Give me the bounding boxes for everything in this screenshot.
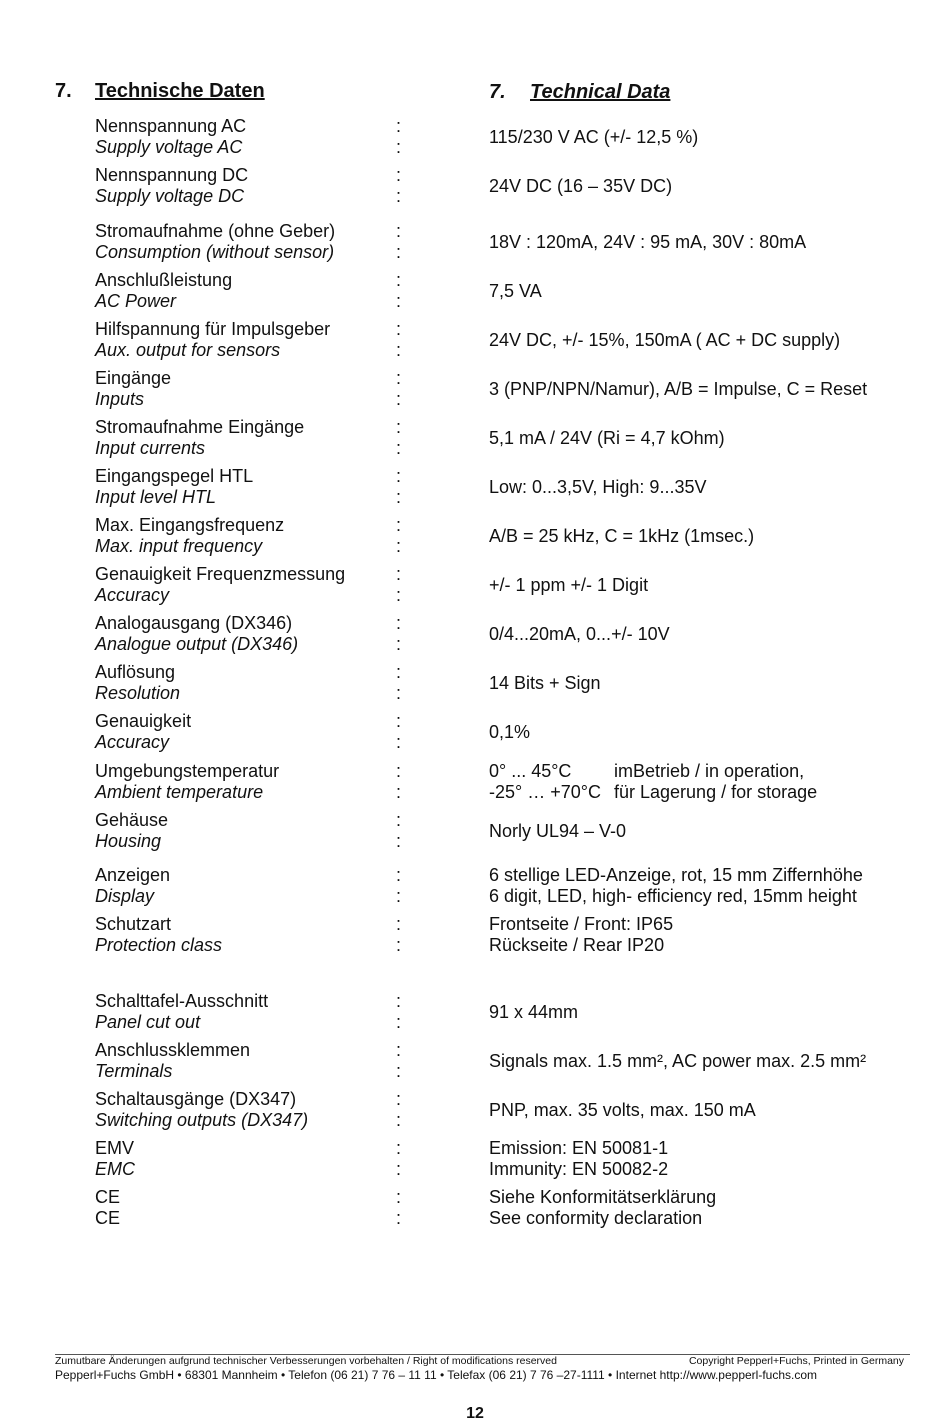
spec-value-line1: Siehe Konformitätserklärung <box>489 1187 717 1207</box>
spec-label-de: Stromaufnahme Eingänge <box>95 417 305 437</box>
spec-label-de: Schalttafel-Ausschnitt <box>95 991 269 1011</box>
spec-value: Norly UL94 – V-0 <box>489 821 627 841</box>
spec-label-de: Schutzart <box>95 914 172 934</box>
spec-value: Low: 0...3,5V, High: 9...35V <box>489 477 707 497</box>
spec-label-de: Schaltausgänge (DX347) <box>95 1089 297 1109</box>
spec-label-de: Hilfspannung für Impulsgeber <box>95 319 331 339</box>
footer-copyright: Copyright Pepperl+Fuchs, Printed in Germany <box>688 1355 904 1367</box>
spec-value: 115/230 V AC (+/- 12,5 %) <box>489 127 699 147</box>
spec-label-en: Supply voltage DC <box>95 186 245 206</box>
spec-value: +/- 1 ppm +/- 1 Digit <box>489 575 649 595</box>
spec-label-en: EMC <box>95 1159 135 1179</box>
spec-label-en: Input level HTL <box>95 487 217 507</box>
heading-english-number: 7. <box>489 81 506 103</box>
spec-label-en: Housing <box>95 831 162 851</box>
spec-value: 5,1 mA / 24V (Ri = 4,7 kOhm) <box>489 428 725 448</box>
colon: : <box>396 515 402 535</box>
spec-label-en: CE <box>95 1208 121 1228</box>
spec-label-de: Eingangspegel HTL <box>95 466 254 486</box>
spec-label-de: Genauigkeit Frequenzmessung <box>95 564 346 584</box>
spec-value: 7,5 VA <box>489 281 542 301</box>
colon: : <box>396 368 402 388</box>
colon: : <box>396 585 402 605</box>
spec-label-en: Aux. output for sensors <box>95 340 281 360</box>
colon: : <box>396 1208 402 1228</box>
spec-value-line1: 0° ... 45°C <box>489 761 572 781</box>
colon: : <box>396 1089 402 1109</box>
colon: : <box>396 1159 402 1179</box>
footer-disclaimer: Zumutbare Änderungen aufgrund technischer Verbesserungen vorbehalten / Right of modifications reserved <box>55 1355 557 1367</box>
spec-label-de: Gehäuse <box>95 810 169 830</box>
spec-label-de: Stromaufnahme (ohne Geber) <box>95 221 336 241</box>
colon: : <box>396 1040 402 1060</box>
spec-value-line1: 6 stellige LED-Anzeige, rot, 15 mm Ziffernhöhe <box>489 865 863 885</box>
page-number: 12 <box>466 1405 484 1422</box>
spec-label-en: Terminals <box>95 1061 173 1081</box>
colon: : <box>396 935 402 955</box>
spec-label-de: Nennspannung AC <box>95 116 247 136</box>
spec-value: 24V DC, +/- 15%, 150mA ( AC + DC supply) <box>489 330 841 350</box>
spec-value: PNP, max. 35 volts, max. 150 mA <box>489 1100 756 1120</box>
colon: : <box>396 466 402 486</box>
spec-value: 14 Bits + Sign <box>489 673 601 693</box>
colon: : <box>396 1110 402 1130</box>
colon: : <box>396 865 402 885</box>
spec-label-en: Accuracy <box>95 732 170 752</box>
colon: : <box>396 761 402 781</box>
colon: : <box>396 1138 402 1158</box>
spec-label-de: CE <box>95 1187 121 1207</box>
colon: : <box>396 662 402 682</box>
colon: : <box>396 1012 402 1032</box>
colon: : <box>396 438 402 458</box>
spec-label-de: Analogausgang (DX346) <box>95 613 293 633</box>
spec-value-line2: Immunity: EN 50082-2 <box>489 1159 669 1179</box>
spec-value: 0/4...20mA, 0...+/- 10V <box>489 624 670 644</box>
spec-label-en: Protection class <box>95 935 223 955</box>
spec-value-line2-note: für Lagerung / for storage <box>614 782 818 802</box>
colon: : <box>396 564 402 584</box>
colon: : <box>396 711 402 731</box>
spec-label-en: Display <box>95 886 155 906</box>
spec-value-line2: -25° … +70°C <box>489 782 601 802</box>
colon: : <box>396 221 402 241</box>
colon: : <box>396 1187 402 1207</box>
colon: : <box>396 914 402 934</box>
spec-value-line2: See conformity declaration <box>489 1208 703 1228</box>
spec-label-en: Accuracy <box>95 585 170 605</box>
spec-label-en: Max. input frequency <box>95 536 263 556</box>
spec-label-de: Auflösung <box>95 662 176 682</box>
spec-value-line2: 6 digit, LED, high- efficiency red, 15mm height <box>489 886 857 906</box>
heading-german-text: Technische Daten <box>95 80 265 102</box>
footer-company-contact: Pepperl+Fuchs GmbH • 68301 Mannheim • Telefon (06 21) 7 76 – 11 11 • Telefax (06 21) 7 76 –27-1111 • Internet http://www.pepperl-fuchs.com <box>55 1368 818 1382</box>
spec-value-line1-note: imBetrieb / in operation, <box>614 761 805 781</box>
spec-label-en: Ambient temperature <box>95 782 264 802</box>
colon: : <box>396 137 402 157</box>
heading-english-text: Technical Data <box>530 81 671 103</box>
colon: : <box>396 487 402 507</box>
spec-label-de: Anschlußleistung <box>95 270 233 290</box>
spec-label-en: Resolution <box>95 683 181 703</box>
colon: : <box>396 810 402 830</box>
spec-label-de: Genauigkeit <box>95 711 192 731</box>
colon: : <box>396 683 402 703</box>
colon: : <box>396 782 402 802</box>
spec-value: 18V : 120mA, 24V : 95 mA, 30V : 80mA <box>489 232 807 252</box>
spec-label-en: Panel cut out <box>95 1012 201 1032</box>
spec-value: A/B = 25 kHz, C = 1kHz (1msec.) <box>489 526 755 546</box>
spec-label-de: Nennspannung DC <box>95 165 249 185</box>
colon: : <box>396 186 402 206</box>
colon: : <box>396 270 402 290</box>
spec-label-en: AC Power <box>95 291 177 311</box>
spec-value-line2: Rückseite / Rear IP20 <box>489 935 665 955</box>
spec-label-en: Switching outputs (DX347) <box>95 1110 309 1130</box>
spec-label-en: Consumption (without sensor) <box>95 242 335 262</box>
colon: : <box>396 319 402 339</box>
colon: : <box>396 732 402 752</box>
spec-label-de: Max. Eingangsfrequenz <box>95 515 285 535</box>
colon: : <box>396 886 402 906</box>
spec-label-de: Umgebungstemperatur <box>95 761 280 781</box>
colon: : <box>396 291 402 311</box>
spec-value: 24V DC (16 – 35V DC) <box>489 176 673 196</box>
colon: : <box>396 389 402 409</box>
colon: : <box>396 116 402 136</box>
colon: : <box>396 417 402 437</box>
colon: : <box>396 613 402 633</box>
colon: : <box>396 634 402 654</box>
heading-english <box>489 81 670 104</box>
spec-value-line1: Frontseite / Front: IP65 <box>489 914 674 934</box>
colon: : <box>396 536 402 556</box>
colon: : <box>396 340 402 360</box>
spec-label-en: Input currents <box>95 438 206 458</box>
spec-label-de: Anzeigen <box>95 865 171 885</box>
colon: : <box>396 831 402 851</box>
spec-value: Signals max. 1.5 mm², AC power max. 2.5 mm² <box>489 1051 867 1071</box>
colon: : <box>396 165 402 185</box>
colon: : <box>396 991 402 1011</box>
spec-label-en: Inputs <box>95 389 145 409</box>
spec-value-line1: Emission: EN 50081-1 <box>489 1138 669 1158</box>
spec-label-en: Analogue output (DX346) <box>95 634 299 654</box>
spec-label-en: Supply voltage AC <box>95 137 243 157</box>
heading-german <box>55 80 265 103</box>
spec-value: 3 (PNP/NPN/Namur), A/B = Impulse, C = Reset <box>489 379 868 399</box>
spec-label-de: Anschlussklemmen <box>95 1040 251 1060</box>
colon: : <box>396 242 402 262</box>
spec-value: 0,1% <box>489 722 531 742</box>
spec-value: 91 x 44mm <box>489 1002 579 1022</box>
spec-label-de: Eingänge <box>95 368 172 388</box>
spec-label-de: EMV <box>95 1138 135 1158</box>
colon: : <box>396 1061 402 1081</box>
heading-german-number: 7. <box>55 80 72 102</box>
